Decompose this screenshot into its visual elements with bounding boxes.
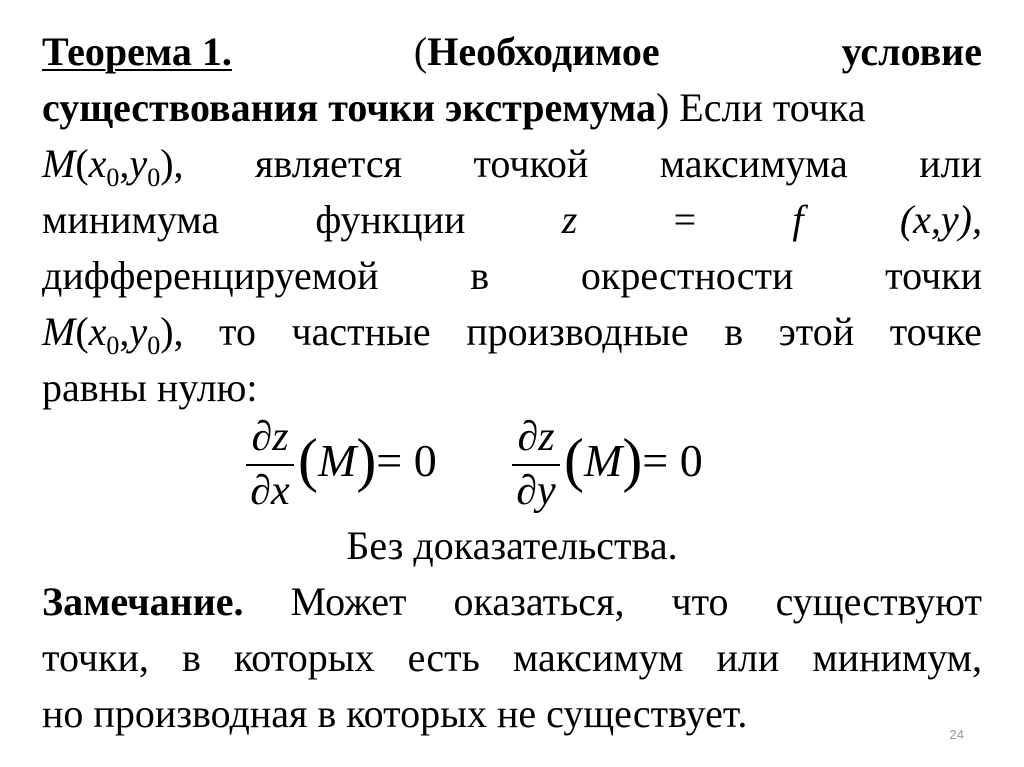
word: минимума — [42, 197, 220, 242]
theorem-line-6 — [42, 304, 982, 360]
word: точки, — [42, 635, 149, 680]
theorem-line-2: существования точки экстремума) Если точка — [42, 85, 866, 130]
remark-label: Замечание. — [42, 579, 244, 624]
word: дифференцируемой — [42, 253, 379, 298]
word: точке — [889, 309, 982, 354]
word: функции — [315, 197, 466, 242]
equal-zero-text: равны нулю: — [42, 365, 258, 410]
fraction-numerator: ∂z — [251, 414, 289, 460]
word: или — [919, 141, 982, 186]
word: точкой — [473, 141, 589, 186]
theorem-title: Теорема 1. — [42, 29, 232, 74]
remark-line-3 — [42, 686, 982, 742]
word: частные — [291, 309, 431, 354]
word: оказаться, — [453, 579, 625, 624]
word: что — [671, 579, 729, 624]
variable-z: z — [561, 197, 578, 242]
theorem-name-end: существования точки экстремума — [42, 85, 656, 130]
word: или — [716, 635, 780, 680]
word: в — [181, 635, 201, 680]
page-number: 24 — [949, 727, 964, 742]
word: этой — [778, 309, 855, 354]
remark-end-text: но производная в которых не существует. — [42, 691, 748, 736]
formula-tail-y: (M)= 0 — [564, 427, 703, 493]
fraction-bar — [512, 464, 560, 466]
remark-line-1 — [42, 574, 982, 630]
function-args: (x,y), — [899, 197, 982, 242]
word: является — [254, 141, 402, 186]
word: которых — [233, 635, 375, 680]
point-m-coords: $M(x_0,y_0)$, — [42, 309, 184, 360]
fraction-denominator: ∂x — [250, 468, 290, 514]
word: в — [724, 309, 744, 354]
fraction-numerator: ∂z — [517, 414, 555, 460]
word: максимума — [659, 141, 848, 186]
function-f: f — [792, 197, 804, 242]
word: Может — [290, 579, 407, 624]
theorem-line-1 — [42, 24, 982, 80]
fraction-bar — [246, 464, 294, 466]
word: окрестности — [580, 253, 794, 298]
word: в — [470, 253, 490, 298]
theorem-name-word: условие — [841, 29, 982, 74]
word: есть — [407, 635, 480, 680]
point-m-coords: $M(x_0,y_0)$, — [42, 141, 184, 192]
fraction-denominator: ∂y — [516, 468, 556, 514]
if-point-text: Если точка — [669, 85, 866, 130]
theorem-line-7 — [42, 360, 982, 416]
word: существуют — [775, 579, 982, 624]
remark-line-2 — [42, 630, 982, 686]
word: производные — [466, 309, 689, 354]
partial-fraction-y — [512, 414, 560, 514]
formula-row — [0, 414, 1024, 524]
theorem-line-5 — [42, 248, 982, 304]
formula-tail-x: (M)= 0 — [298, 427, 437, 493]
word: максимум — [512, 635, 684, 680]
partial-fraction-x — [246, 414, 294, 514]
word: то — [219, 309, 256, 354]
equals-sign: = — [673, 197, 697, 242]
no-proof-note: Без доказательства. — [346, 523, 678, 568]
theorem-line-4 — [42, 192, 982, 248]
word: точки — [885, 253, 982, 298]
word: минимум, — [812, 635, 982, 680]
theorem-name-start: (Необходимое — [413, 29, 660, 74]
theorem-line-3 — [42, 136, 982, 192]
